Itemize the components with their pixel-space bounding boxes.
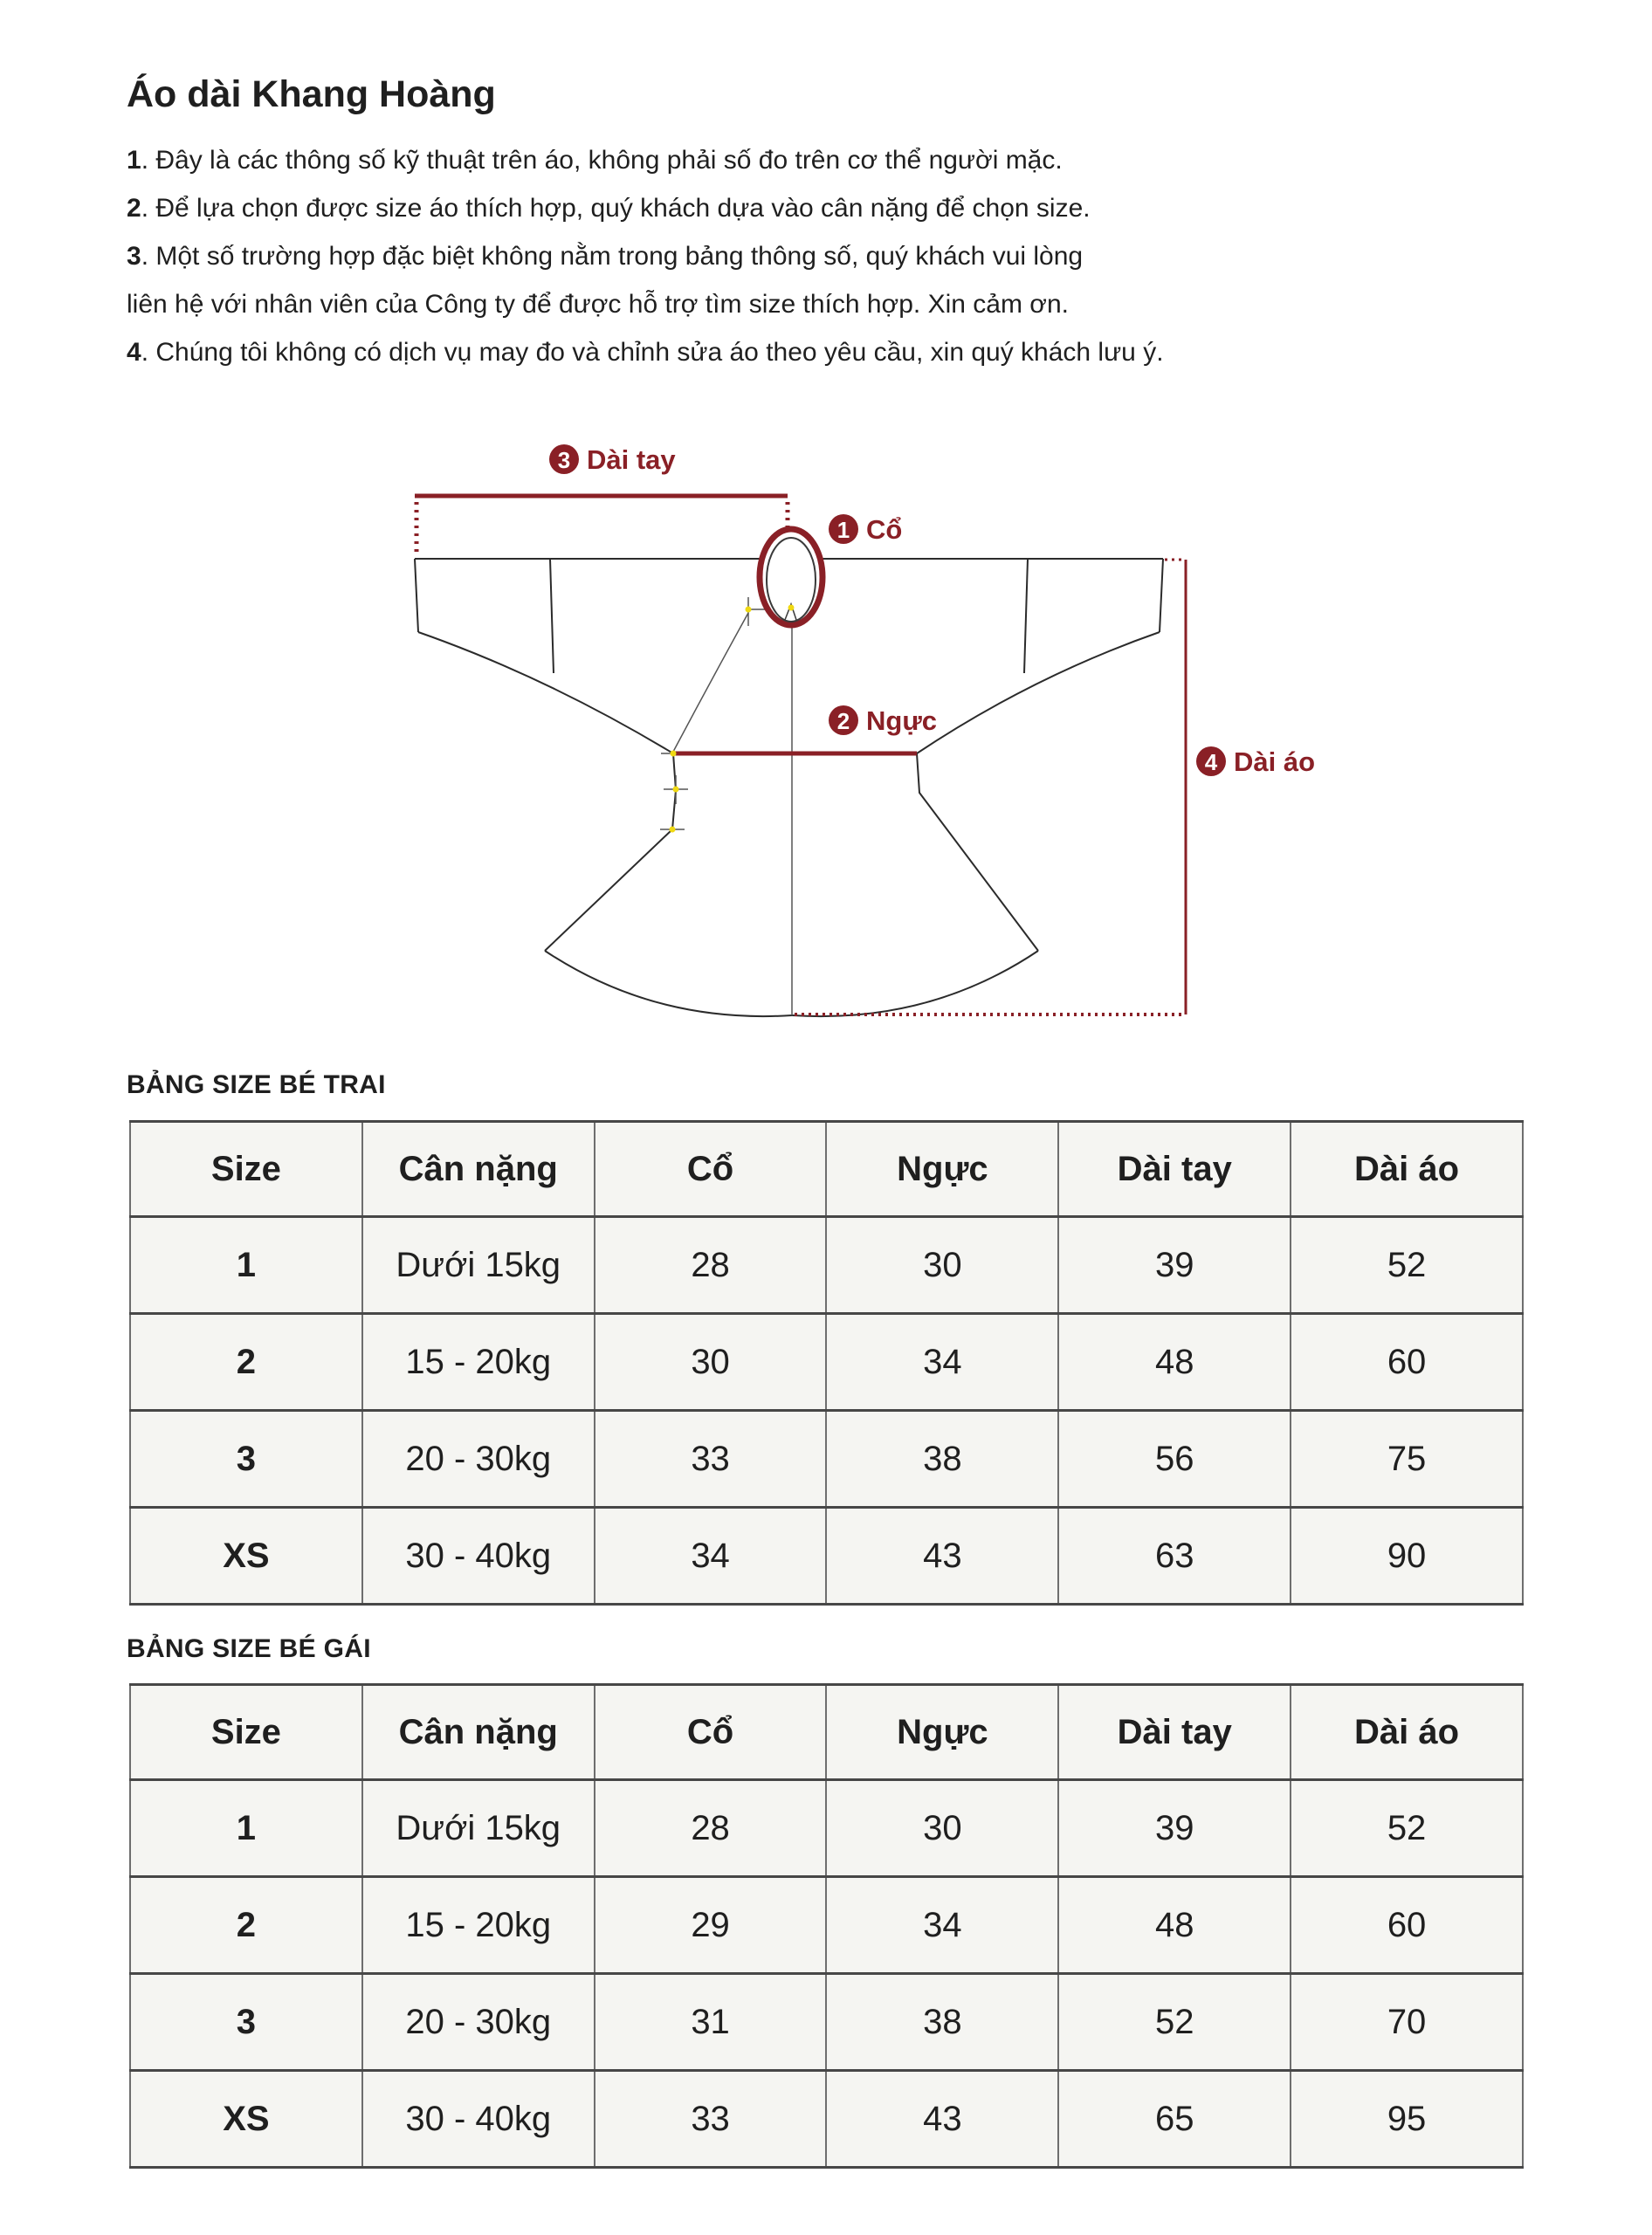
- girls-size-table: [129, 1683, 1524, 2169]
- cell-neck: 28: [595, 1780, 827, 1877]
- cell-size: 3: [130, 1974, 362, 2071]
- table-header-row: [130, 1685, 1523, 1780]
- table-row: [130, 1780, 1523, 1877]
- cell-neck: 33: [595, 1411, 827, 1508]
- cell-size: 2: [130, 1314, 362, 1411]
- girls-table-heading: BẢNG SIZE BÉ GÁI: [127, 1634, 371, 1663]
- cell-neck: 29: [595, 1877, 827, 1974]
- badge-4-number: 4: [1204, 749, 1218, 775]
- cell-sleeve: 65: [1058, 2071, 1291, 2168]
- label-co-text: Cổ: [866, 514, 903, 545]
- badge-1-number: 1: [836, 517, 850, 543]
- col-header-chest: Ngực: [826, 1685, 1058, 1780]
- note-line: [127, 280, 1164, 328]
- cell-length: 60: [1291, 1877, 1523, 1974]
- cell-size: 1: [130, 1217, 362, 1314]
- cell-sleeve: 48: [1058, 1877, 1291, 1974]
- col-header-chest: Ngực: [826, 1122, 1058, 1217]
- cell-sleeve: 52: [1058, 1974, 1291, 2071]
- note-number: 1: [127, 146, 141, 175]
- cell-length: 90: [1291, 1508, 1523, 1605]
- cell-neck: 34: [595, 1508, 827, 1605]
- cell-size: 1: [130, 1780, 362, 1877]
- cell-size: 3: [130, 1411, 362, 1508]
- col-header-weight: Cân nặng: [362, 1685, 595, 1780]
- label-nguc-text: Ngực: [866, 705, 938, 736]
- garment-measurement-diagram: [367, 419, 1345, 1048]
- note-line: [127, 184, 1164, 232]
- badge-2-number: 2: [836, 708, 850, 734]
- note-text: . Chúng tôi không có dịch vụ may đo và chỉnh sửa áo theo yêu cầu, xin quý khách lưu ý.: [141, 338, 1164, 367]
- cell-chest: 43: [826, 1508, 1058, 1605]
- label-dai-ao-text: Dài áo: [1234, 746, 1316, 777]
- cell-size: 2: [130, 1877, 362, 1974]
- note-line: [127, 232, 1164, 280]
- col-header-length: Dài áo: [1291, 1685, 1523, 1780]
- table-row: [130, 1314, 1523, 1411]
- label-nguc: [829, 705, 937, 736]
- cell-sleeve: 48: [1058, 1314, 1291, 1411]
- table-row: [130, 1217, 1523, 1314]
- cell-neck: 31: [595, 1974, 827, 2071]
- cell-chest: 30: [826, 1780, 1058, 1877]
- cell-chest: 38: [826, 1411, 1058, 1508]
- cell-neck: 33: [595, 2071, 827, 2168]
- ao-dai-diagram-svg: [367, 419, 1345, 1048]
- cell-length: 95: [1291, 2071, 1523, 2168]
- cell-sleeve: 39: [1058, 1217, 1291, 1314]
- label-co: [829, 514, 902, 545]
- button-dots: [670, 605, 795, 833]
- label-dai-tay: [549, 444, 676, 475]
- cell-chest: 43: [826, 2071, 1058, 2168]
- col-header-neck: Cổ: [595, 1122, 827, 1217]
- cell-length: 52: [1291, 1780, 1523, 1877]
- note-line: [127, 328, 1164, 376]
- note-number: 3: [127, 242, 141, 271]
- col-header-size: Size: [130, 1122, 362, 1217]
- cell-sleeve: 39: [1058, 1780, 1291, 1877]
- cell-size: XS: [130, 2071, 362, 2168]
- table-row: [130, 2071, 1523, 2168]
- cell-neck: 28: [595, 1217, 827, 1314]
- cell-chest: 34: [826, 1314, 1058, 1411]
- cell-length: 52: [1291, 1217, 1523, 1314]
- col-header-sleeve: Dài tay: [1058, 1122, 1291, 1217]
- cell-sleeve: 56: [1058, 1411, 1291, 1508]
- table-row: [130, 1508, 1523, 1605]
- garment-seam-lines: [660, 597, 792, 1015]
- cell-sleeve: 63: [1058, 1508, 1291, 1605]
- cell-weight: 15 - 20kg: [362, 1877, 595, 1974]
- cell-chest: 30: [826, 1217, 1058, 1314]
- notes-block: [127, 136, 1164, 376]
- cell-size: XS: [130, 1508, 362, 1605]
- page-title: Áo dài Khang Hoàng: [127, 73, 496, 115]
- boys-size-table: [129, 1120, 1524, 1606]
- note-number: 2: [127, 194, 141, 223]
- col-header-size: Size: [130, 1685, 362, 1780]
- cell-chest: 38: [826, 1974, 1058, 2071]
- table-row: [130, 1877, 1523, 1974]
- col-header-neck: Cổ: [595, 1685, 827, 1780]
- badge-3-number: 3: [557, 447, 571, 473]
- label-dai-tay-text: Dài tay: [587, 444, 676, 475]
- cell-weight: 15 - 20kg: [362, 1314, 595, 1411]
- cell-weight: Dưới 15kg: [362, 1217, 595, 1314]
- note-text: liên hệ với nhân viên của Công ty để được hỗ trợ tìm size thích hợp. Xin cảm ơn.: [127, 290, 1069, 319]
- col-header-weight: Cân nặng: [362, 1122, 595, 1217]
- cell-weight: Dưới 15kg: [362, 1780, 595, 1877]
- col-header-length: Dài áo: [1291, 1122, 1523, 1217]
- cell-length: 60: [1291, 1314, 1523, 1411]
- cell-chest: 34: [826, 1877, 1058, 1974]
- note-text: . Để lựa chọn được size áo thích hợp, quý khách dựa vào cân nặng để chọn size.: [141, 194, 1091, 223]
- col-header-sleeve: Dài tay: [1058, 1685, 1291, 1780]
- label-dai-ao: [1196, 746, 1315, 777]
- note-line: [127, 136, 1164, 184]
- cell-weight: 20 - 30kg: [362, 1411, 595, 1508]
- note-number: 4: [127, 338, 141, 367]
- cell-weight: 30 - 40kg: [362, 1508, 595, 1605]
- cell-weight: 30 - 40kg: [362, 2071, 595, 2168]
- note-text: . Một số trường hợp đặc biệt không nằm trong bảng thông số, quý khách vui lòng: [141, 242, 1084, 271]
- table-row: [130, 1411, 1523, 1508]
- cell-neck: 30: [595, 1314, 827, 1411]
- cell-weight: 20 - 30kg: [362, 1974, 595, 2071]
- boys-table-heading: BẢNG SIZE BÉ TRAI: [127, 1070, 386, 1099]
- note-text: . Đây là các thông số kỹ thuật trên áo, không phải số đo trên cơ thể người mặc.: [141, 146, 1063, 175]
- table-header-row: [130, 1122, 1523, 1217]
- table-row: [130, 1974, 1523, 2071]
- cell-length: 75: [1291, 1411, 1523, 1508]
- cell-length: 70: [1291, 1974, 1523, 2071]
